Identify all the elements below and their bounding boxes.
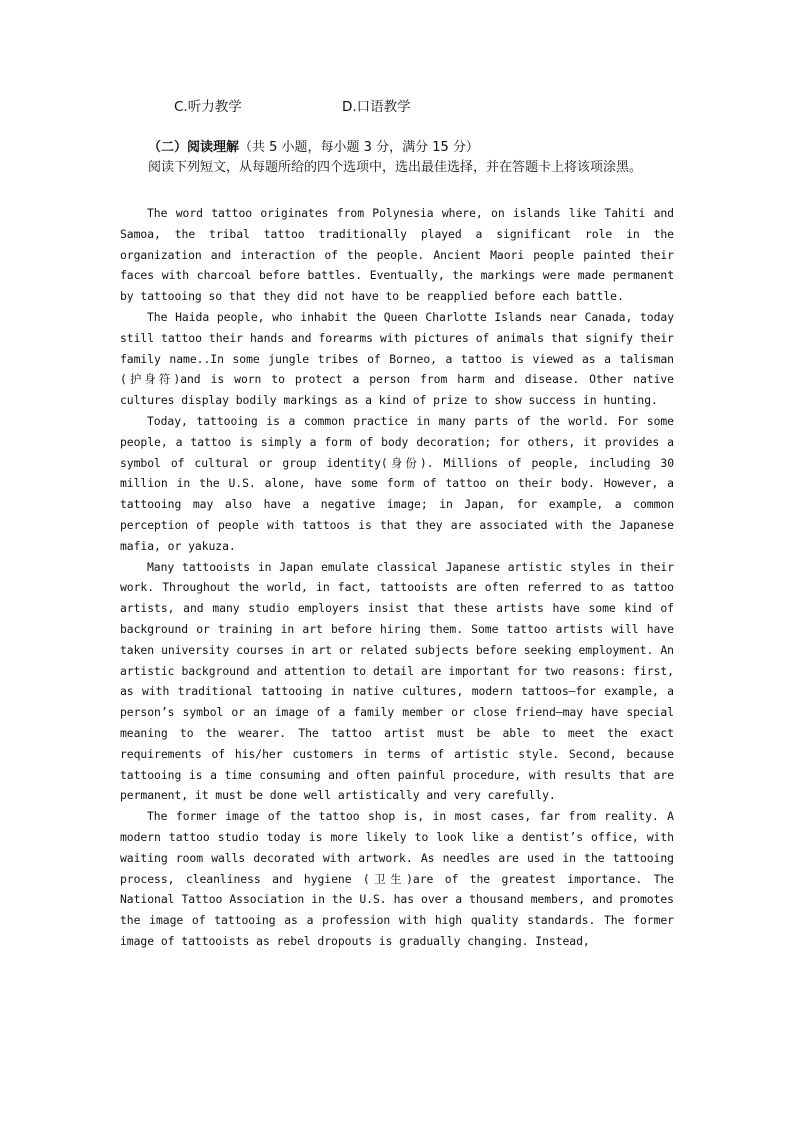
reading-passage: [120, 203, 674, 952]
section-title: （二）阅读理解: [148, 140, 240, 155]
section-heading: [148, 138, 479, 158]
answer-options-row: [174, 97, 411, 117]
option-d: D.口语教学: [342, 99, 411, 115]
passage-paragraph: Many tattooists in Japan emulate classical Japanese artistic styles in their work. Throughout the world, in fact, tattooists are often referred to as tattoo artists, and many studio employers insist that these artists have some kind of background or training in art before hiring them. Some tattoo artists will have taken university courses in art or related subjects before seeking employment. An artistic background and attention to detail are important for two reasons: first, as with traditional tattooing in native cultures, modern tattoos—for example, a person’s symbol or an image of a family member or close friend—may have special meaning to the wearer. The tattoo artist must be able to meet the exact requirements of his/her customers in terms of artistic style. Second, because tattooing is a time consuming and often painful procedure, with results that are permanent, it must be done well artistically and very carefully.: [120, 559, 674, 803]
passage-paragraph: The former image of the tattoo shop is, in most cases, far from reality. A modern tattoo studio today is more likely to look like a dentist’s office, with waiting room walls decorated with artwork. As needles are used in the tattooing process, cleanliness and hygiene (卫生)are of the greatest importance. The National Tattoo Association in the U.S. has over a thousand members, and promotes the image of tattooing as a profession with high quality standards. The former image of tattooists as rebel dropouts is gradually changing. Instead,: [120, 809, 674, 948]
option-c: C.听力教学: [174, 99, 242, 115]
section-instruction: 阅读下列短文，从每题所给的四个选项中，选出最佳选择，并在答题卡上将该项涂黑。: [148, 160, 643, 175]
section-score-note: （共 5 小题，每小题 3 分，满分 15 分）: [239, 140, 479, 155]
passage-paragraph: The word tattoo originates from Polynesia where, on islands like Tahiti and Samoa, the tribal tattoo traditionally played a significant role in the organization and interaction of the people. Ancient Maori people painted their faces with charcoal before battles. Eventually, the markings were made permanent by tattooing so that they did not have to be reapplied before each battle.: [120, 206, 674, 304]
passage-paragraph: The Haida people, who inhabit the Queen Charlotte Islands near Canada, today still tattoo their hands and forearms with pictures of animals that signify their family name..In some jungle tribes of Borneo, a tattoo is viewed as a talisman (护身符)and is worn to protect a person from harm and disease. Other native cultures display bodily markings as a kind of prize to show success in hunting.: [120, 309, 674, 408]
passage-paragraph: Today, tattooing is a common practice in many parts of the world. For some people, a tattoo is simply a form of body decoration; for others, it provides a symbol of cultural or group identity(身份). Millions of people, including 30 million in the U.S. alone, have some form of tattoo on their body. However, a tattooing may also have a negative image; in Japan, for example, a common perception of people with tattoos is that they are associated with the Japanese mafia, or yakuza.: [120, 413, 674, 553]
